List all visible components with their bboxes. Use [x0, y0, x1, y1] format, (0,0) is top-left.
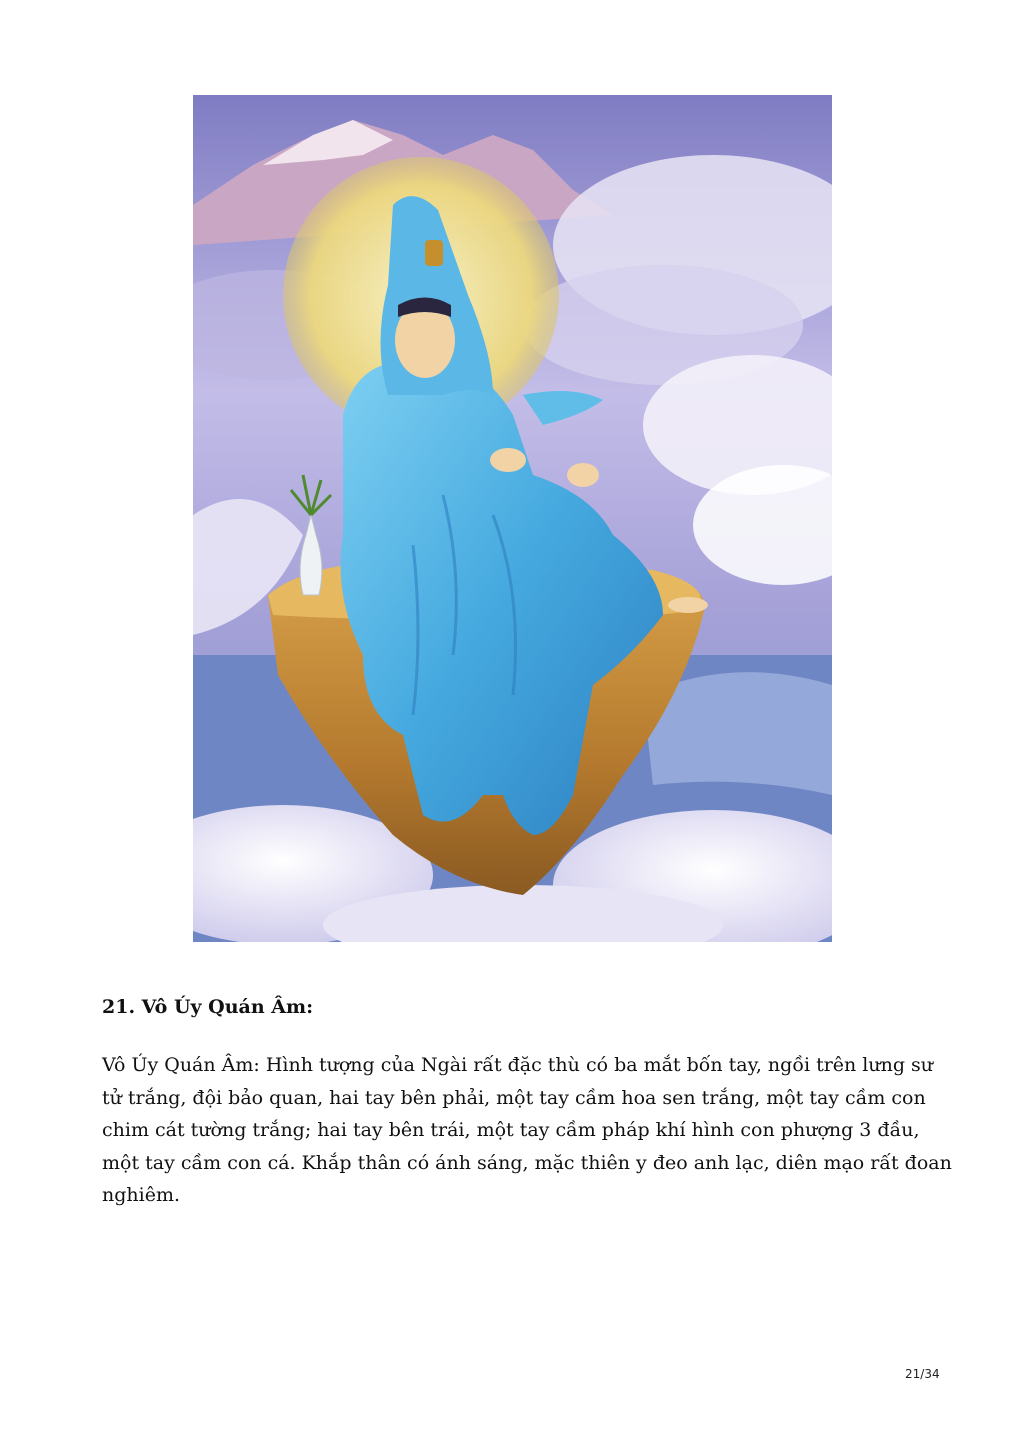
paragraph-line: tử trắng, đội bảo quan, hai tay bên phải, một tay cầm hoa sen trắng, một tay cầm con	[102, 1086, 926, 1109]
paragraph-line: một tay cầm con cá. Khắp thân có ánh sáng, mặc thiên y đeo anh lạc, diên mạo rất đoan	[102, 1151, 952, 1174]
description-paragraph	[102, 1049, 952, 1212]
paragraph-line: nghiêm.	[102, 1184, 181, 1206]
page-number: 21/34	[905, 1367, 940, 1381]
paragraph-line: chim cát tường trắng; hai tay bên trái, một tay cầm pháp khí hình con phượng 3 đầu,	[102, 1119, 920, 1141]
paragraph-line: Vô Úy Quán Âm: Hình tượng của Ngài rất đặc thù có ba mắt bốn tay, ngồi trên lưng sư	[102, 1054, 934, 1076]
section-heading: 21. Vô Úy Quán Âm:	[102, 996, 314, 1018]
guanyin-illustration	[193, 95, 832, 942]
